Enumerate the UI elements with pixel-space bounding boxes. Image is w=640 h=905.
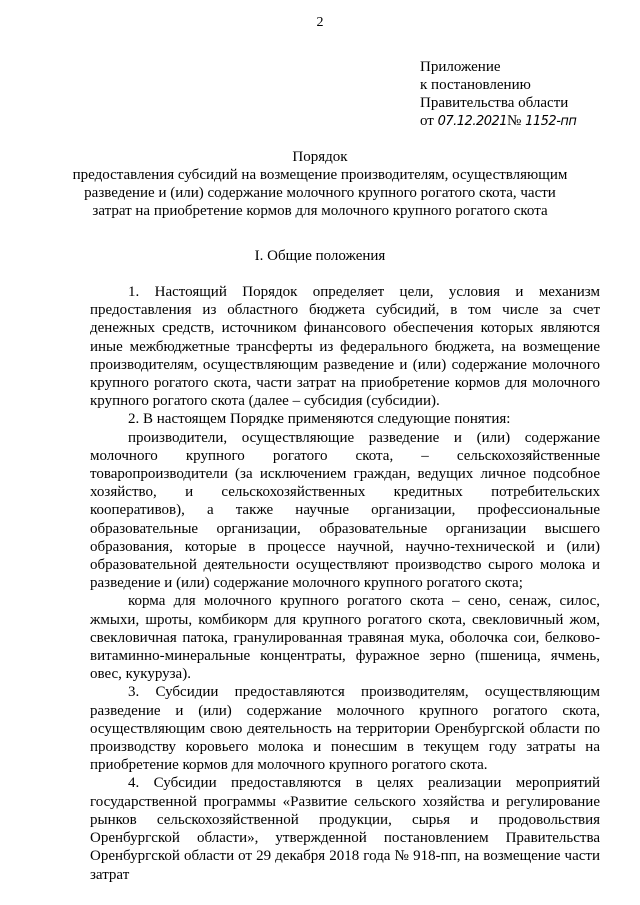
appendix-line-4	[420, 112, 576, 131]
appendix-line-2: к постановлению	[420, 77, 531, 93]
title-line-1: предоставления субсидий на возмещение производителям, осуществляющим	[72, 167, 568, 183]
page-number: 2	[316, 15, 324, 30]
handwritten-date: 07.12.2021	[437, 114, 508, 129]
appendix-block	[420, 58, 576, 131]
paragraph-3: производители, осуществляющие разведение и (или) содержание молочного крупного рогатого скота, – сельскохозяйственные товаропроизводители (за исключением граждан, ведущих личное подсобное хозяйство, и сельскохозяйственных кредитных потребительских кооперативов), а также научные организации, профессиональные образовательные организации, образовательные организации высшего образования, которые в процессе научной, научно-технической и (или) образовательной деятельности осуществляют производство сырого молока и разведение и (или) содержание молочного крупного рогатого скота;	[90, 429, 600, 592]
paragraph-4: корма для молочного крупного рогатого скота – сено, сенаж, силос, жмыхи, шроты, комбикорм для крупного рогатого скота, свекловичный жом, свекловичная патока, гранулированная травяная мука, оболочка сои, белково-витаминно-минеральные концентраты, фуражное зерно (пшеница, ячмень, овес, кукуруза).	[90, 593, 600, 683]
section-heading: I. Общие положения	[254, 248, 386, 264]
appendix-from: от	[420, 113, 434, 129]
handwritten-number: 1152-пп	[525, 114, 577, 129]
paragraph-5: 3. Субсидии предоставляются производителям, осуществляющим разведение и (или) содержание молочного крупного рогатого скота, осуществляющим свою деятельность на территории Оренбургской области по производству коровьего молока и понесшим в текущем году затраты на приобретение кормов для молочного крупного рогатого скота.	[90, 684, 600, 774]
title-line-2: разведение и (или) содержание молочного крупного рогатого скота, части	[84, 185, 556, 201]
paragraph-1: 1. Настоящий Порядок определяет цели, условия и механизм предоставления из областного бюджета субсидий, в том числе за счет денежных средств, источником финансового обеспечения которых являются иные межбюджетные трансферты из федерального бюджета, на возмещение производителям, осуществляющим разведение и (или) содержание молочного крупного рогатого скота, части затрат на приобретение кормов для молочного крупного рогатого скота (далее – субсидия (субсидии).	[90, 284, 600, 410]
appendix-line-1: Приложение	[420, 59, 501, 75]
title-heading: Порядок	[292, 149, 348, 165]
title-line-3: затрат на приобретение кормов для молочного крупного рогатого скота	[92, 203, 548, 219]
document-body	[90, 283, 600, 884]
document-title	[40, 148, 600, 220]
paragraph-6: 4. Субсидии предоставляются в целях реализации мероприятий государственной программы «Развитие сельского хозяйства и регулирование рынков сельскохозяйственной продукции, сырья и продовольствия Оренбургской области», утвержденной постановлением Правительства Оренбургской области от 29 декабря 2018 года № 918-пп, на возмещение части затрат	[90, 775, 600, 883]
number-sign: №	[507, 113, 522, 129]
appendix-line-3: Правительства области	[420, 95, 569, 111]
paragraph-2: 2. В настоящем Порядке применяются следующие понятия:	[128, 411, 511, 428]
